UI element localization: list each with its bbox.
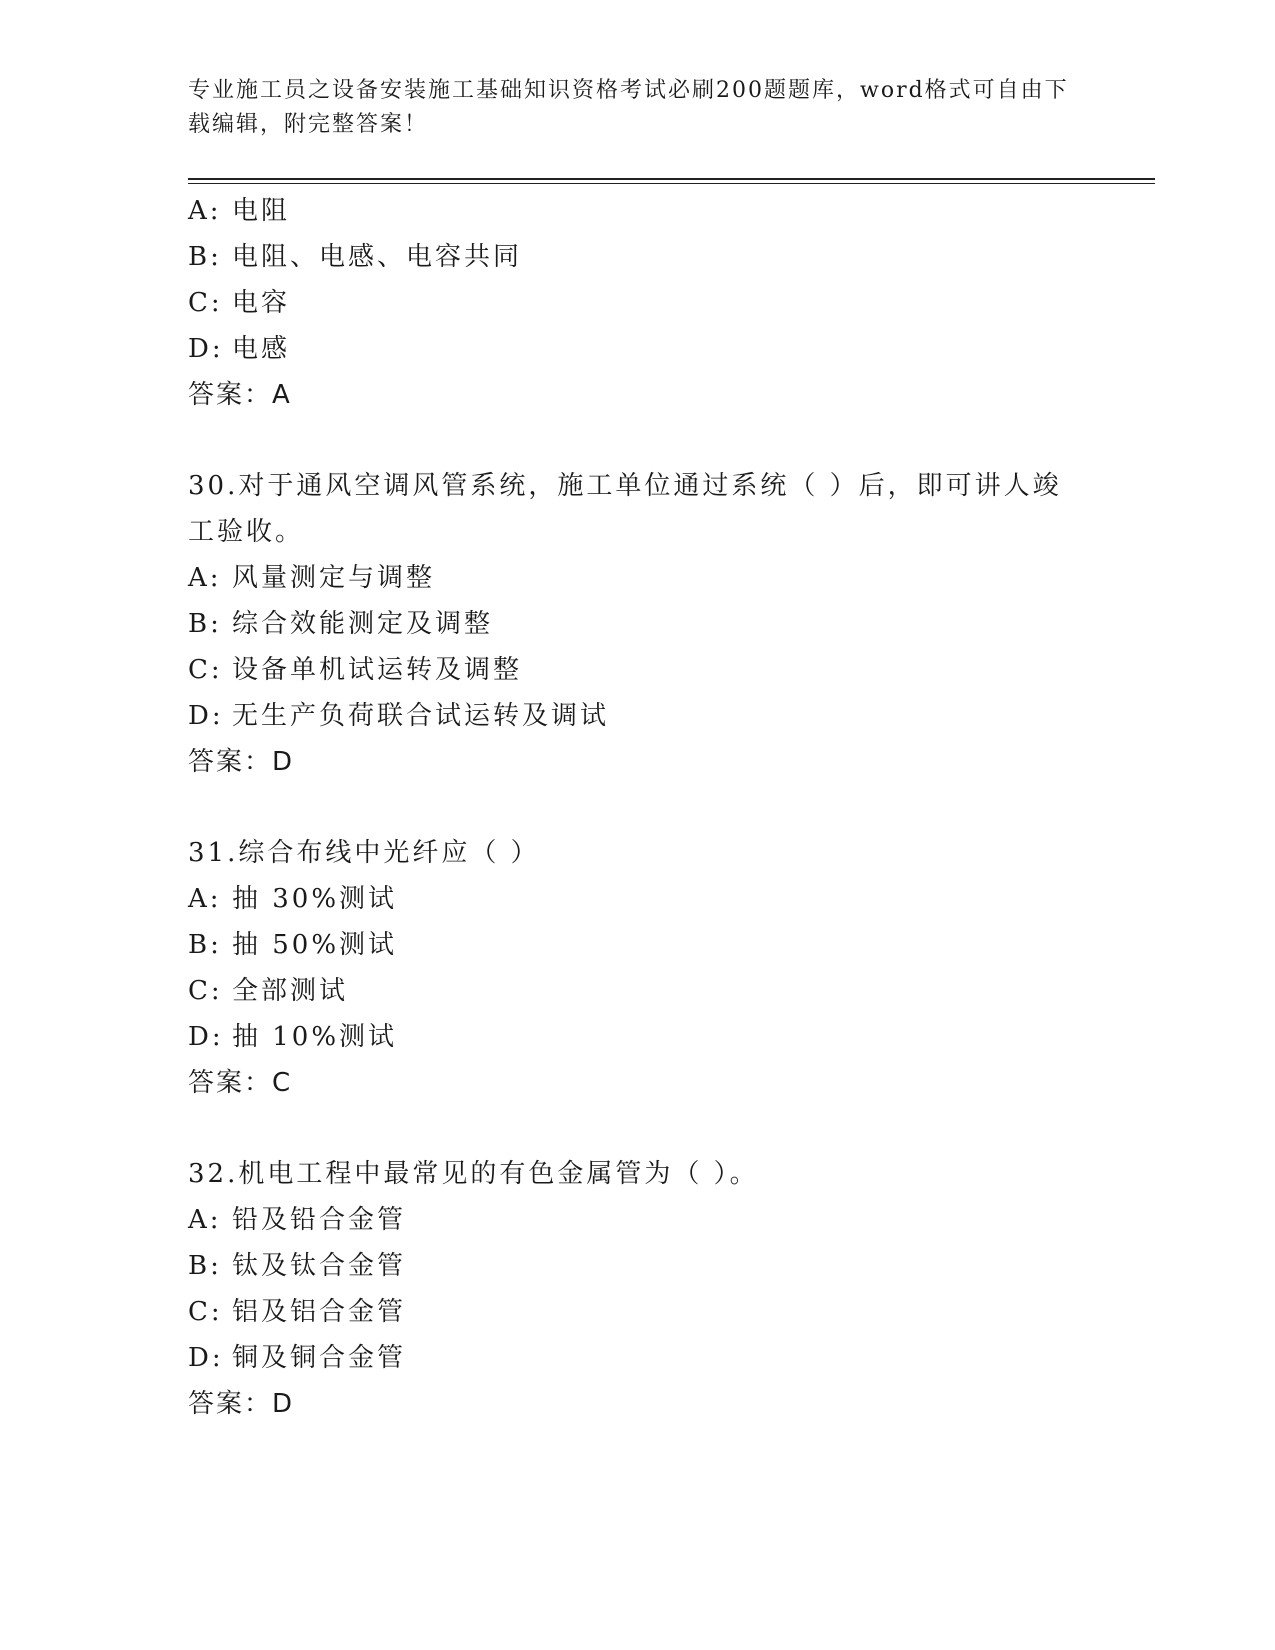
question-text: 31.综合布线中光纤应（ ） (188, 838, 540, 868)
option-a: A: 抽 30%测试 (188, 884, 398, 914)
option-c: C: 全部测试 (188, 976, 349, 1006)
option-d: D: 抽 10%测试 (188, 1022, 398, 1052)
option-d: D: 无生产负荷联合试运转及调试 (188, 701, 610, 731)
question-block (188, 1151, 1088, 1427)
document-header: 专业施工员之设备安装施工基础知识资格考试必刷200题题库，word格式可自由下载编辑，附完整答案！ (188, 78, 1069, 137)
option-d: D: 电感 (188, 334, 291, 364)
option-a: A: 风量测定与调整 (188, 563, 436, 593)
question-text: 30.对于通风空调风管系统，施工单位通过系统（ ）后，即可讲人竣工验收。 (188, 471, 1062, 547)
option-b: B: 钛及钛合金管 (188, 1251, 407, 1281)
question-block (188, 188, 1088, 418)
option-d: D: 铜及铜合金管 (188, 1343, 407, 1373)
answer-line: 答案：A (188, 380, 292, 410)
option-a: A: 电阻 (188, 196, 291, 226)
answer-line: 答案：C (188, 1068, 293, 1098)
answer-line: 答案：D (188, 1389, 295, 1419)
header-rule-thin (188, 183, 1155, 184)
option-c: C: 铝及铝合金管 (188, 1297, 407, 1327)
option-b: B: 综合效能测定及调整 (188, 609, 494, 639)
question-text: 32.机电工程中最常见的有色金属管为（ ）。 (188, 1159, 759, 1189)
option-a: A: 铅及铅合金管 (188, 1205, 407, 1235)
answer-line: 答案：D (188, 747, 295, 777)
option-b: B: 抽 50%测试 (188, 930, 398, 960)
question-block (188, 830, 1088, 1106)
header-rule-thick (188, 178, 1155, 180)
question-block (188, 463, 1088, 785)
option-c: C: 设备单机试运转及调整 (188, 655, 523, 685)
option-b: B: 电阻、电感、电容共同 (188, 242, 523, 272)
option-c: C: 电容 (188, 288, 291, 318)
question-list (188, 188, 1088, 1427)
